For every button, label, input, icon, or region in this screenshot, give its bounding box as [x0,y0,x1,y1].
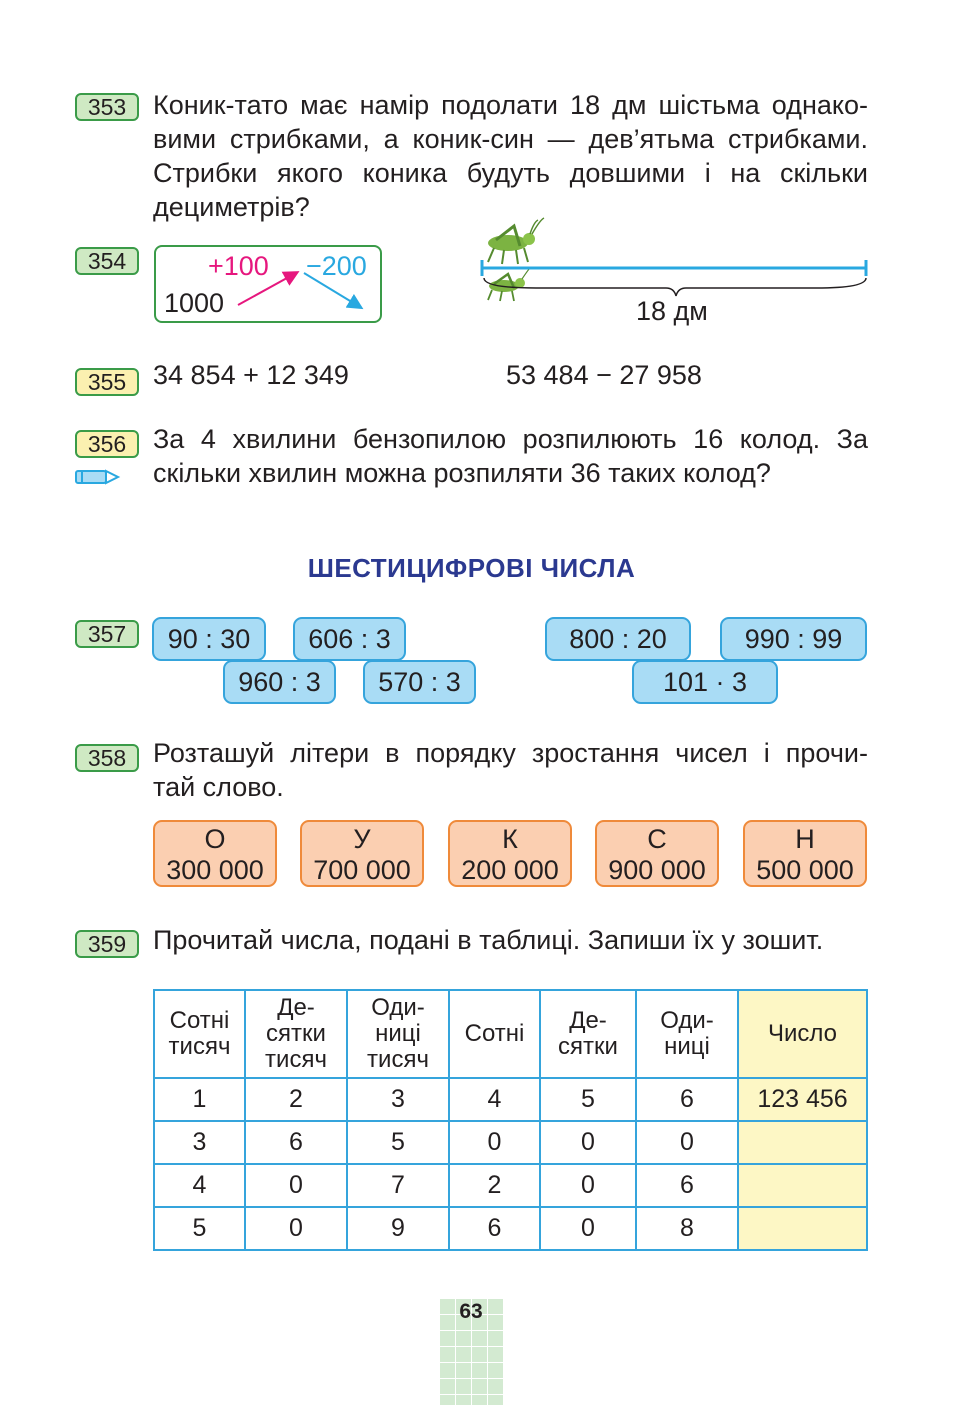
exercise-number-353: 353 [75,93,139,121]
section-title: ШЕСТИЦИФРОВІ ЧИСЛА [307,553,636,583]
header-cell: Оди- ниці [636,990,738,1078]
table-cell: 2 [449,1164,540,1207]
chain-op-plus: +100 [208,251,269,281]
chain-op-minus: −200 [306,251,367,281]
exercise-number-357: 357 [75,620,139,648]
expression-box: 990 : 99 [720,617,867,661]
expression-box: 570 : 3 [363,660,476,704]
table-cell: 4 [154,1164,245,1207]
table-cell: 0 [636,1121,738,1164]
table-row [154,1164,867,1207]
chain-start-value: 1000 [164,288,225,318]
page-number: 63 [459,1300,483,1323]
expression-2: 53 484 − 27 958 [506,360,702,390]
expression-box: 800 : 20 [545,617,691,661]
letter-card: Н 500 000 [743,820,867,887]
table-cell: 2 [245,1078,347,1121]
place-value-table [153,989,868,1251]
pencil-icon [74,466,122,488]
table-cell: 0 [540,1207,636,1250]
exercise-number-355: 355 [75,368,139,396]
exercise-359-text: Прочитай числа, подані в таблиці. Запиши їх у зошит. [153,925,824,955]
letter-card: У 700 000 [300,820,424,887]
exercise-number-359: 359 [75,930,139,958]
table-header-row [154,990,867,1078]
expression-box: 90 : 30 [152,617,266,661]
segment-length-label: 18 дм [636,296,708,326]
table-cell: 5 [347,1121,449,1164]
exercise-number-354: 354 [75,247,139,275]
table-cell [738,1121,867,1164]
letter-card: О 300 000 [153,820,277,887]
table-cell: 123 456 [738,1078,867,1121]
expression-box: 960 : 3 [223,660,336,704]
table-row [154,1121,867,1164]
table-cell: 0 [245,1207,347,1250]
table-cell: 8 [636,1207,738,1250]
table-row [154,1078,867,1121]
letter-card: С 900 000 [595,820,719,887]
table-cell: 5 [154,1207,245,1250]
table-cell: 9 [347,1207,449,1250]
expression-box: 606 : 3 [293,617,406,661]
exercise-358-text: Розташуй літери в порядку зростання чисел і прочи- тай слово. [153,738,868,802]
letter-card: К 200 000 [448,820,572,887]
table-cell: 3 [347,1078,449,1121]
grasshopper-icon [488,218,544,264]
header-cell: Число [738,990,867,1078]
exercise-number-358: 358 [75,744,139,772]
chain-arrows [156,247,384,325]
table-cell: 4 [449,1078,540,1121]
table-cell [738,1164,867,1207]
header-cell: Оди- ниці тисяч [347,990,449,1078]
table-cell: 0 [245,1164,347,1207]
operation-chain-box [154,245,382,323]
expression-1: 34 854 + 12 349 [153,360,349,390]
table-cell: 7 [347,1164,449,1207]
exercise-353-text: Коник-тато має намір подолати 18 дм шістьма однако- вими стрибками, а коник-син — дев’ятьма стрибками. Стрибки якого коника будуть довшими і на скільки дециметрів? [153,90,868,222]
expression-box: 101 · 3 [632,660,778,704]
header-cell: Сотні тисяч [154,990,245,1078]
table-cell: 3 [154,1121,245,1164]
table-cell: 6 [449,1207,540,1250]
table-cell: 6 [636,1078,738,1121]
table-cell: 5 [540,1078,636,1121]
table-cell: 0 [449,1121,540,1164]
table-cell: 0 [540,1164,636,1207]
header-cell: Де- сятки тисяч [245,990,347,1078]
table-cell: 6 [245,1121,347,1164]
exercise-356-text: За 4 хвилини бензопилою розпилюють 16 колод. За скільки хвилин можна розпиляти 36 таких колод? [153,424,868,488]
table-cell [738,1207,867,1250]
table-cell: 0 [540,1121,636,1164]
header-cell: Сотні [449,990,540,1078]
header-cell: Де- сятки [540,990,636,1078]
exercise-number-356: 356 [75,430,139,458]
table-row [154,1207,867,1250]
table-cell: 6 [636,1164,738,1207]
table-cell: 1 [154,1078,245,1121]
